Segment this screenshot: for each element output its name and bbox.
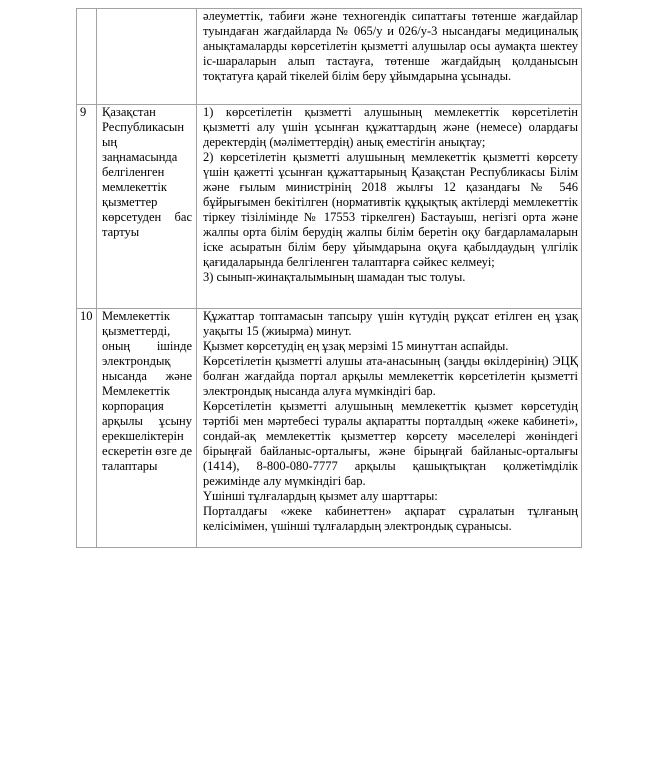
content-paragraph: Қызмет көрсетудің ең ұзақ мерзімі 15 минуттан аспайды. — [203, 339, 509, 353]
criterion-label: Қазақстан Республикасының заңнамасында белгіленген мемлекеттік қызметтер көрсетуден бас тартуы — [102, 105, 192, 239]
criterion-label-cell — [97, 309, 197, 548]
row-number-cell: 10 — [77, 309, 97, 548]
content-paragraph: Порталдағы «жеке кабинеттен» ақпарат сұралатын тұлғаның келісімімен, үшінші тұлғалардың электрондық сұранысы. — [203, 504, 578, 533]
criterion-label: Мемлекеттік қызметтерді, оның ішінде электрондық нысанда және Мемлекеттік корпорация арқылы ұсыну ерекшеліктерін ескеретін өзге де талаптары — [102, 309, 192, 473]
content-paragraph: Құжаттар топтамасын тапсыру үшін күтудің рұқсат етілген ең ұзақ уақыты 15 (жиырма) минут. — [203, 309, 578, 338]
row-number-cell: 9 — [77, 105, 97, 309]
criterion-content-cell — [197, 9, 582, 105]
criterion-content-cell — [197, 309, 582, 548]
content-paragraph: әлеуметтік, табиғи және техногендік сипаттағы төтенше жағдайлар туындаған жағдайларда № 065/у и 026/у-3 нысандағы медициналық анықтамаларды көрсетілетін қызметті алушылар осы аумақта шектеу іс-шараларын алып тастауға, төтенше жағдайдың қолданысын тоқтатуға қарай тікелей білім беру ұйымдарына ұсынады. — [203, 9, 578, 83]
table-row-10 — [77, 309, 582, 548]
table-row-continuation — [77, 9, 582, 105]
content-paragraph: 2) көрсетілетін қызметті алушының мемлекеттік қызметті көрсету үшін қажетті ұсынған құжаттарының Қазақстан Республикасы Білім және ғылым министрінің 2018 жылғы 12 қазандағы № 546 бұйрығымен бекітілген (нормативтік құқықтық актілерді мемлекеттік тіркеу тізілімінде № 17553 тіркелген) Бастауыш, негізгі орта және жалпы орта білім берудің жалпы білім беретін оқу бағдарламаларын іске асыратын білім беру ұйымдарына оқуға қабылдаудың үлгілік қағидаларында белгіленген талаптарға сәйкес келмеуі; — [203, 150, 578, 269]
table-row-9 — [77, 105, 582, 309]
content-paragraph: Үшінші тұлғалардың қызмет алу шарттары: — [203, 489, 438, 503]
criterion-label-cell — [97, 9, 197, 105]
content-paragraph: 1) көрсетілетін қызметті алушының мемлекеттік көрсетілетін қызметті алу үшін ұсынған құжаттардың және (немесе) олардағы деректердің (мәліметтердің) анық еместігін анықтау; — [203, 105, 578, 149]
criterion-label-cell — [97, 105, 197, 309]
row-number-cell — [77, 9, 97, 105]
criterion-content-cell — [197, 105, 582, 309]
service-standard-table — [76, 8, 582, 548]
content-paragraph: Көрсетілетін қызметті алушының мемлекеттік қызмет көрсетудің тәртібі мен мәртебесі туралы ақпаратты порталдың «жеке кабинеті», сондай-ақ мемлекеттік қызметтер көрсету мәселелері жөніндегі бірыңғай байланыс-орталығы, және бірыңғай байланыс-орталығы (1414), 8-800-080-7777 арқылы қашықтықтан қолжетімділік режимінде алу мүмкіндігі бар. — [203, 399, 578, 488]
content-paragraph: 3) сынып-жинақталымының шамадан тыс толуы. — [203, 270, 466, 284]
content-paragraph: Көрсетілетін қызметті алушы ата-анасының (заңды өкілдерінің) ЭЦҚ болған жағдайда портал арқылы мемлекеттік көрсетілетін қызметті электрондық нысанда алуға мүмкіндігі бар. — [203, 354, 578, 398]
